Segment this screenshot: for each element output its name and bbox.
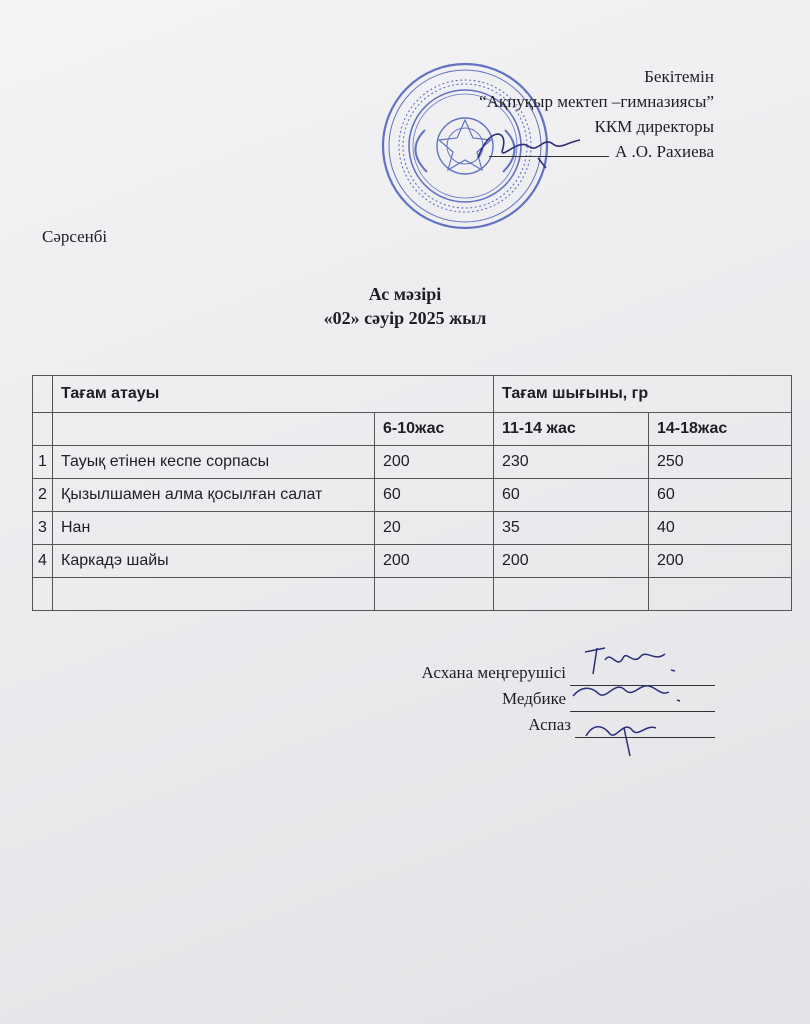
- menu-heading: [0, 282, 810, 330]
- school-name: “Ақпуқыр мектеп –гимназиясы”: [479, 92, 714, 111]
- age-num-cell: [33, 413, 53, 446]
- table-row: [33, 446, 792, 479]
- amount-14-18: 60: [649, 479, 792, 512]
- director-signature-blank: [489, 156, 609, 157]
- table-row: [33, 545, 792, 578]
- empty-cell: [53, 578, 375, 611]
- row-num: 2: [33, 479, 53, 512]
- row-num: 3: [33, 512, 53, 545]
- table-row: [33, 512, 792, 545]
- director-position: ККМ директоры: [594, 117, 714, 136]
- cook-label: Аспаз: [528, 715, 571, 734]
- row-num: 1: [33, 446, 53, 479]
- table-age-row: [33, 413, 792, 446]
- menu-table: [32, 375, 792, 611]
- header-name-cell: Тағам атауы: [53, 376, 494, 413]
- amount-6-10: 200: [375, 545, 494, 578]
- table-header-row: [33, 376, 792, 413]
- empty-cell: [494, 578, 649, 611]
- amount-6-10: 200: [375, 446, 494, 479]
- empty-cell: [375, 578, 494, 611]
- header-amount-cell: Тағам шығыны, гр: [494, 376, 792, 413]
- director-name-line: [479, 139, 714, 164]
- nurse-signature-line: [570, 693, 715, 712]
- cook-signature-line: [575, 719, 715, 738]
- kitchen-head-row: [380, 660, 715, 686]
- table-row-empty: [33, 578, 792, 611]
- menu-title: Ас мәзірі: [368, 284, 442, 304]
- cook-row: [380, 712, 715, 738]
- dish-name: Каркадэ шайы: [53, 545, 375, 578]
- approval-title: Бекітемін: [644, 67, 714, 86]
- dish-name: Нан: [53, 512, 375, 545]
- age-group-3: 14-18жас: [649, 413, 792, 446]
- empty-cell: [33, 578, 53, 611]
- staff-signatures: [380, 660, 715, 738]
- table-row: [33, 479, 792, 512]
- amount-14-18: 40: [649, 512, 792, 545]
- row-num: 4: [33, 545, 53, 578]
- amount-11-14: 35: [494, 512, 649, 545]
- menu-date: «02» сәуір 2025 жыл: [323, 308, 487, 328]
- amount-11-14: 230: [494, 446, 649, 479]
- age-group-1: 6-10жас: [375, 413, 494, 446]
- amount-14-18: 200: [649, 545, 792, 578]
- kitchen-head-signature-line: [570, 667, 715, 686]
- dish-name: Қызылшамен алма қосылған салат: [53, 479, 375, 512]
- age-name-cell: [53, 413, 375, 446]
- nurse-row: [380, 686, 715, 712]
- amount-14-18: 250: [649, 446, 792, 479]
- header-num-cell: [33, 376, 53, 413]
- kitchen-head-label: Асхана меңгерушісі: [421, 663, 566, 682]
- empty-cell: [649, 578, 792, 611]
- nurse-label: Медбике: [502, 689, 566, 708]
- amount-6-10: 60: [375, 479, 494, 512]
- age-group-2: 11-14 жас: [494, 413, 649, 446]
- amount-11-14: 200: [494, 545, 649, 578]
- amount-11-14: 60: [494, 479, 649, 512]
- amount-6-10: 20: [375, 512, 494, 545]
- director-name: А .О. Рахиева: [614, 142, 714, 161]
- day-of-week: Сәрсенбі: [42, 227, 108, 246]
- dish-name: Тауық етінен кеспе сорпасы: [53, 446, 375, 479]
- approval-block: [479, 64, 714, 164]
